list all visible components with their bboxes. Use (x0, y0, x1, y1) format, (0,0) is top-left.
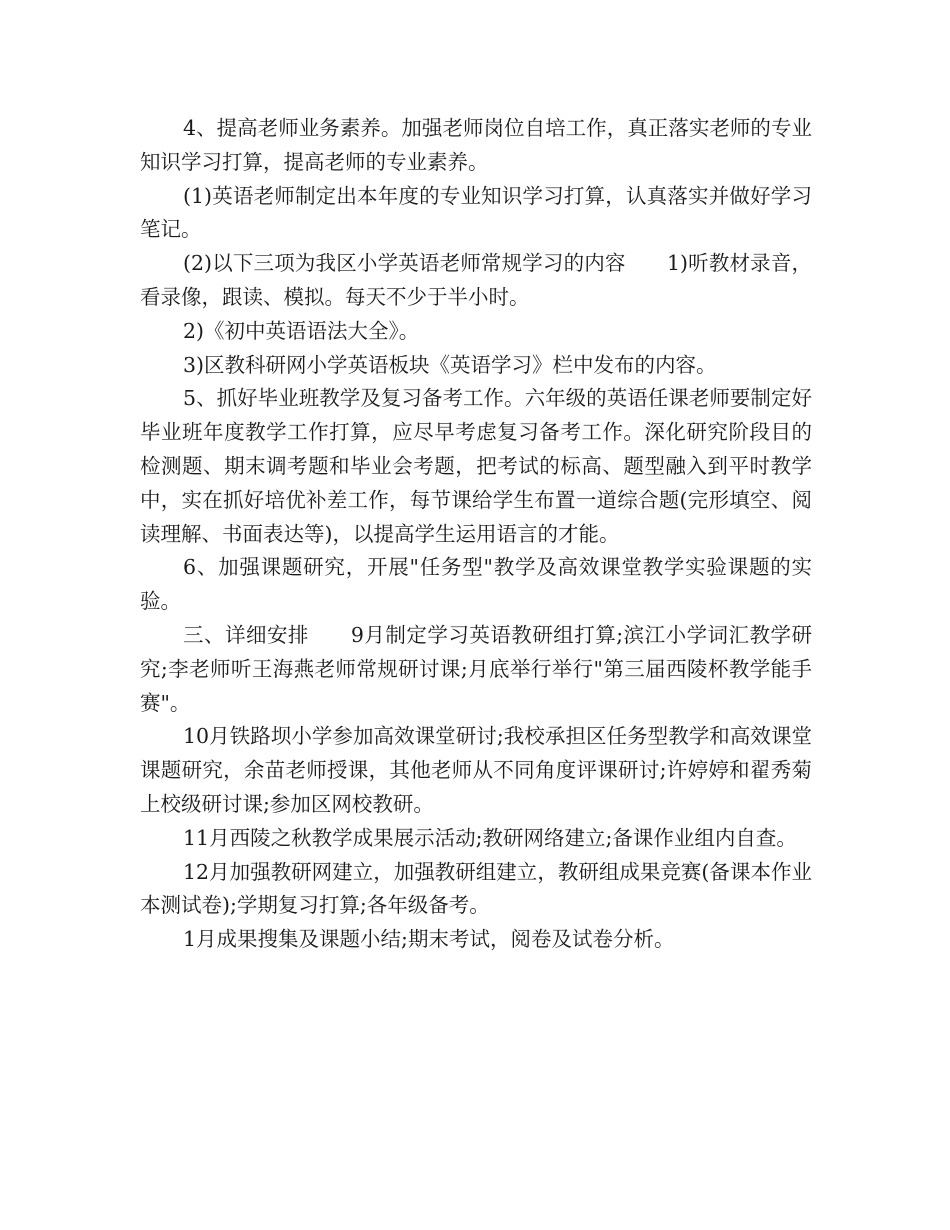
paragraph-schedule-december: 12月加强教研网建立，加强教研组建立，教研组成果竞赛(备课本作业本测试卷);学期复习打算;各年级备考。 (140, 859, 812, 918)
paragraph-teacher-quality: 4、提高老师业务素养。加强老师岗位自培工作，真正落实老师的专业知识学习打算，提高老师的专业素养。 (140, 116, 812, 174)
document-body (140, 112, 812, 957)
paragraph-schedule-september: 三、详细安排 9月制定学习英语教研组打算;滨江小学词汇教学研究;李老师听王海燕老师常规研讨课;月底举行举行"第三届西陵杯教学能手赛"。 (140, 622, 812, 715)
paragraph-research: 6、加强课题研究，开展"任务型"教学及高效课堂教学实验课题的实验。 (140, 555, 812, 614)
paragraph-item-website: 3)区教科研网小学英语板块《英语学习》栏中发布的内容。 (183, 352, 717, 377)
paragraph-item-2: (2)以下三项为我区小学英语老师常规学习的内容 1)听教材录音，看录像，跟读、模拟。每天不少于半小时。 (140, 251, 812, 309)
paragraph-item-1: (1)英语老师制定出本年度的专业知识学习打算，认真落实并做好学习笔记。 (140, 183, 812, 242)
paragraph-schedule-january: 1月成果搜集及课题小结;期末考试，阅卷及试卷分析。 (183, 927, 675, 952)
paragraph-item-grammar: 2)《初中英语语法大全》。 (183, 318, 420, 343)
paragraph-graduation-class: 5、抓好毕业班教学及复习备考工作。六年级的英语任课老师要制定好毕业班年度教学工作打算，应尽早考虑复习备考工作。深化研究阶段目的检测题、期末调考题和毕业会考题，把考试的标高、题型融入到平时教学中，实在抓好培优补差工作，每节课给学生布置一道综合题(完形填空、阅读理解、书面表达等)，以提高学生运用语言的才能。 (140, 386, 812, 546)
paragraph-schedule-october: 10月铁路坝小学参加高效课堂研讨;我校承担区任务型教学和高效课堂课题研究，余苗老师授课，其他老师从不同角度评课研讨;许婷婷和翟秀菊上校级研讨课;参加区网校教研。 (140, 724, 812, 816)
paragraph-schedule-november: 11月西陵之秋教学成果展示活动;教研网络建立;备课作业组内自查。 (183, 825, 797, 850)
